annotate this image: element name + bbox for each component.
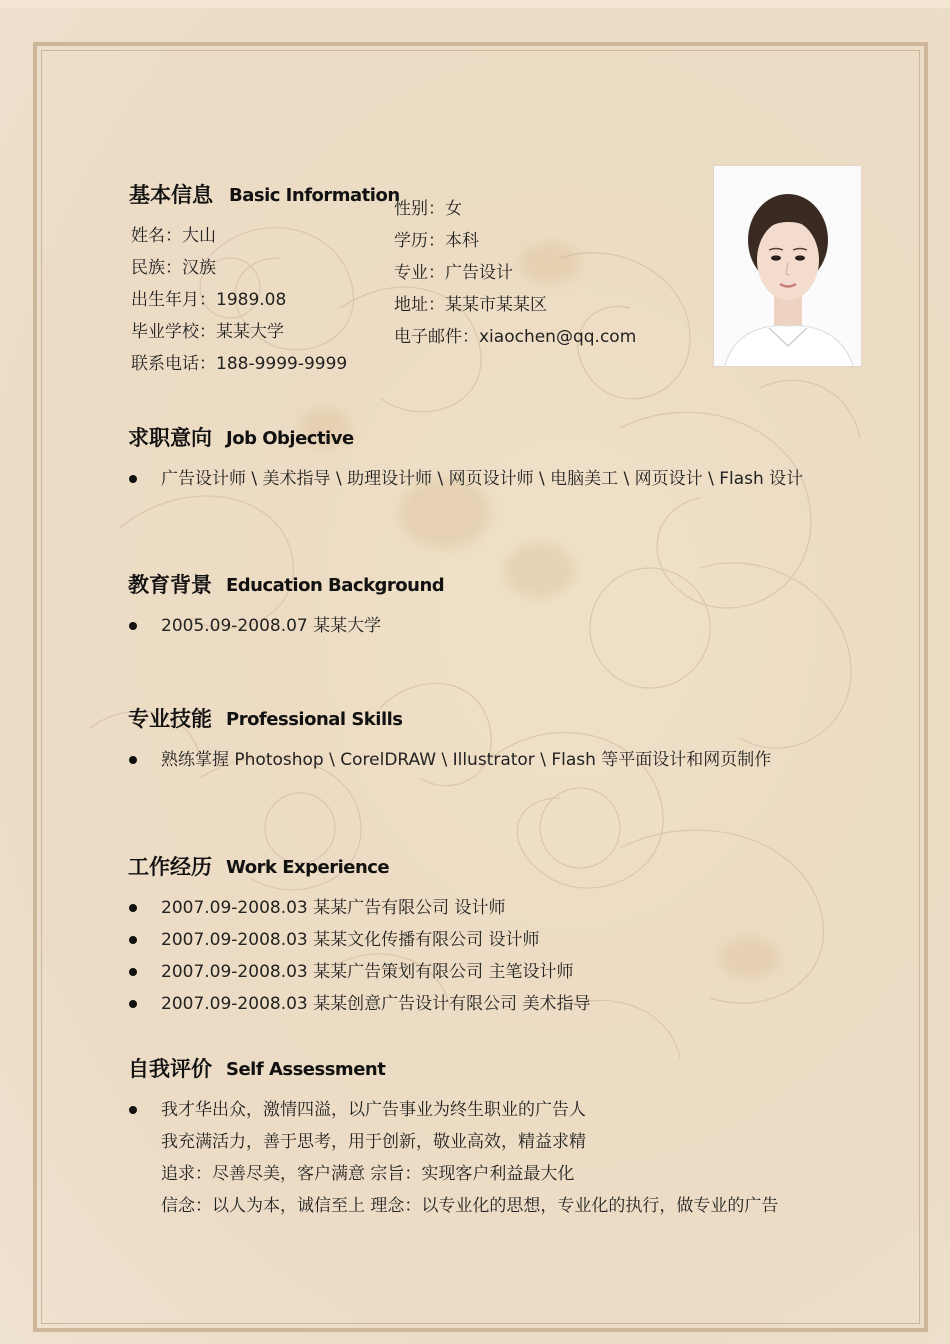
info-phone: 联系电话：188-9999-9999 <box>131 354 348 374</box>
assessment-line: 我才华出众，激情四溢，以广告事业为终生职业的广告人 <box>161 1100 586 1120</box>
skills-item: 熟练掌握 Photoshop \ CorelDRAW \ Illustrator \ Flash 等平面设计和网页制作 <box>161 750 772 770</box>
education-item: 2005.09-2008.07 某某大学 <box>161 616 382 636</box>
section-title-basic-en: Basic Information <box>229 185 400 206</box>
bullet-icon <box>129 1106 137 1114</box>
work-item: 2007.09-2008.03 某某创意广告设计有限公司 美术指导 <box>161 994 591 1014</box>
info-email: 电子邮件：xiaochen@qq.com <box>394 327 637 347</box>
section-title-education-cn: 教育背景 <box>128 573 212 597</box>
assessment-line: 我充满活力，善于思考，用于创新，敬业高效，精益求精 <box>161 1132 586 1152</box>
profile-photo <box>713 165 862 367</box>
info-ethnicity: 民族：汉族 <box>131 258 216 278</box>
section-title-assessment-en: Self Assessment <box>226 1059 386 1080</box>
work-item: 2007.09-2008.03 某某广告有限公司 设计师 <box>161 898 506 918</box>
section-title-assessment-cn: 自我评价 <box>128 1057 212 1081</box>
info-school: 毕业学校：某某大学 <box>131 322 284 342</box>
bullet-icon <box>129 756 137 764</box>
info-degree: 学历：本科 <box>394 231 479 251</box>
bullet-icon <box>129 475 137 483</box>
objective-item: 广告设计师 \ 美术指导 \ 助理设计师 \ 网页设计师 \ 电脑美工 \ 网页设计 \ Flash 设计 <box>161 469 804 489</box>
bullet-icon <box>129 936 137 944</box>
section-title-objective-en: Job Objective <box>226 428 354 449</box>
bullet-icon <box>129 968 137 976</box>
section-title-objective-cn: 求职意向 <box>128 426 212 450</box>
section-title-education-en: Education Background <box>226 575 445 596</box>
section-title-work-en: Work Experience <box>226 857 390 878</box>
resume-page <box>0 8 950 1344</box>
section-title-skills-en: Professional Skills <box>226 709 403 730</box>
info-address: 地址：某某市某某区 <box>394 295 547 315</box>
assessment-line: 追求：尽善尽美，客户满意 宗旨：实现客户利益最大化 <box>161 1164 575 1184</box>
work-item: 2007.09-2008.03 某某广告策划有限公司 主笔设计师 <box>161 962 574 982</box>
section-title-basic-cn: 基本信息 <box>129 183 213 207</box>
info-major: 专业：广告设计 <box>394 263 513 283</box>
bullet-icon <box>129 622 137 630</box>
info-name: 姓名：大山 <box>131 226 216 246</box>
portrait-icon <box>714 166 862 367</box>
bullet-icon <box>129 904 137 912</box>
info-birth: 出生年月：1989.08 <box>131 290 287 310</box>
bullet-icon <box>129 1000 137 1008</box>
work-item: 2007.09-2008.03 某某文化传播有限公司 设计师 <box>161 930 540 950</box>
info-gender: 性别：女 <box>394 199 462 219</box>
section-title-skills-cn: 专业技能 <box>128 707 212 731</box>
assessment-line: 信念：以人为本，诚信至上 理念：以专业化的思想，专业化的执行，做专业的广告 <box>161 1196 779 1216</box>
section-title-work-cn: 工作经历 <box>128 855 212 879</box>
